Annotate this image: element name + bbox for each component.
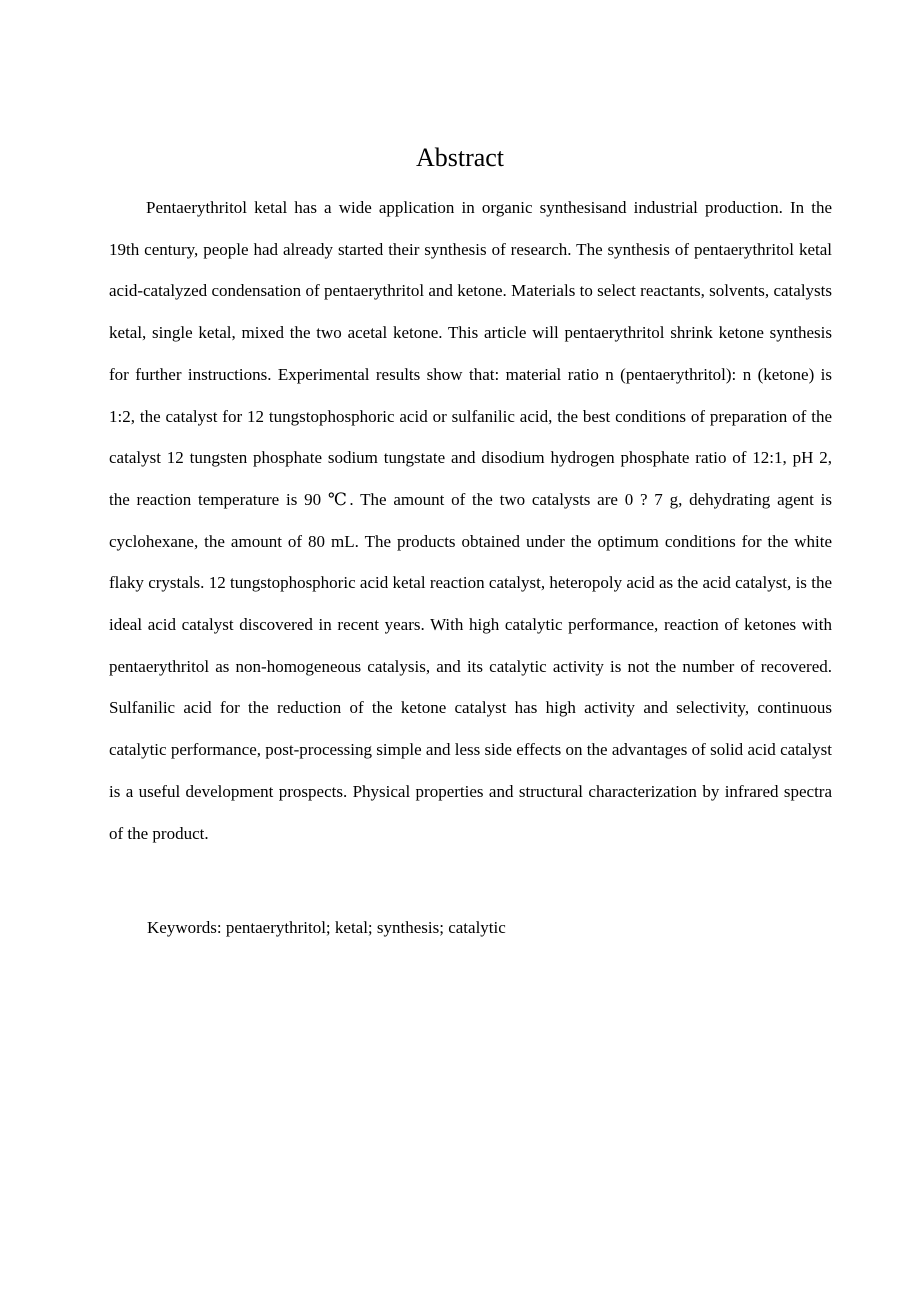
keywords-line: Keywords: pentaerythritol; ketal; synthesis; catalytic — [147, 918, 506, 937]
abstract-title: Abstract — [415, 143, 505, 172]
abstract-paragraph: Pentaerythritol ketal has a wide application in organic synthesisand industrial production. In the 19th century, people had already started their synthesis of research. The synthesis of pentaerythritol ketal acid-catalyzed condensation of pentaerythritol and ketone. Materials to select reactants, solvents, catalysts ketal, single ketal, mixed the two acetal ketone. This article will pentaerythritol shrink ketone synthesis for further instructions. Experimental results show that: material ratio n (pentaerythritol): n (ketone) is 1:2, the catalyst for 12 tungstophosphoric acid or sulfanilic acid, the best conditions of preparation of the catalyst 12 tungsten phosphate sodium tungstate and disodium hydrogen phosphate ratio of 12:1, pH 2, the reaction temperature is 90 ℃. The amount of the two catalysts are 0 ? 7 g, dehydrating agent is cyclohexane, the amount of 80 mL. The products obtained under the optimum conditions for the white flaky crystals. 12 tungstophosphoric acid ketal reaction catalyst, heteropoly acid as the acid catalyst, is the ideal acid catalyst discovered in recent years. With high catalytic performance, reaction of ketones with pentaerythritol as non-homogeneous catalysis, and its catalytic activity is not the number of recovered. Sulfanilic acid for the reduction of the ketone catalyst has high activity and selectivity, continuous catalytic performance, post-processing simple and less side effects on the advantages of solid acid catalyst is a useful development prospects. Physical properties and structural characterization by infrared spectra of the product. — [109, 198, 832, 843]
